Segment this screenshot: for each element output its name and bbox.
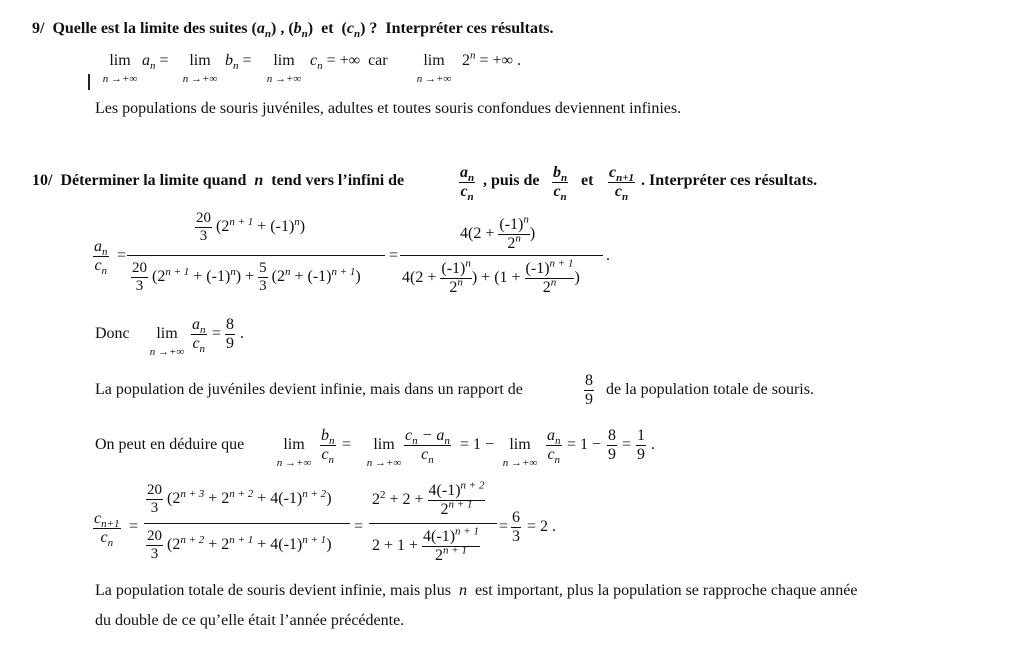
q9-interpretation: Les populations de souris juvéniles, adultes et toutes souris confondues deviennent infinies.	[95, 100, 682, 117]
donc-label: Donc	[95, 325, 130, 342]
q10-heading-frac-cn1-cn: $c_{n+1}$ $c_n$	[609, 164, 634, 204]
ratio-sentence-end: de la population totale de souris.	[606, 381, 814, 398]
ratio-sentence: La population de juvéniles devient infinie, mais dans un rapport de	[95, 381, 523, 398]
text-cursor	[88, 74, 90, 90]
q10-heading: 10/ Déterminer la limite quand n tend vers l’infini de	[32, 172, 405, 189]
q9-heading: 9/ Quelle est la limite des suites $(a_n)$ , $(b_n)$ et $(c_n)$ ? Interpréter ces résultats.	[32, 20, 554, 41]
final-paragraph-line1: La population totale de souris devient infinie, mais plus n est important, plus la population se rapproche chaque année	[95, 582, 858, 599]
ratio-fraction: 8 9	[585, 372, 593, 408]
q10-heading-frac-an-cn: $a_n$ $c_n$	[460, 164, 475, 204]
q10-heading-frac-bn-cn: $b_n$ $c_n$	[553, 164, 568, 204]
final-paragraph-line2: du double de ce qu’elle était l’année précédente.	[95, 612, 405, 629]
deduce-label: On peut en déduire que	[95, 436, 245, 453]
